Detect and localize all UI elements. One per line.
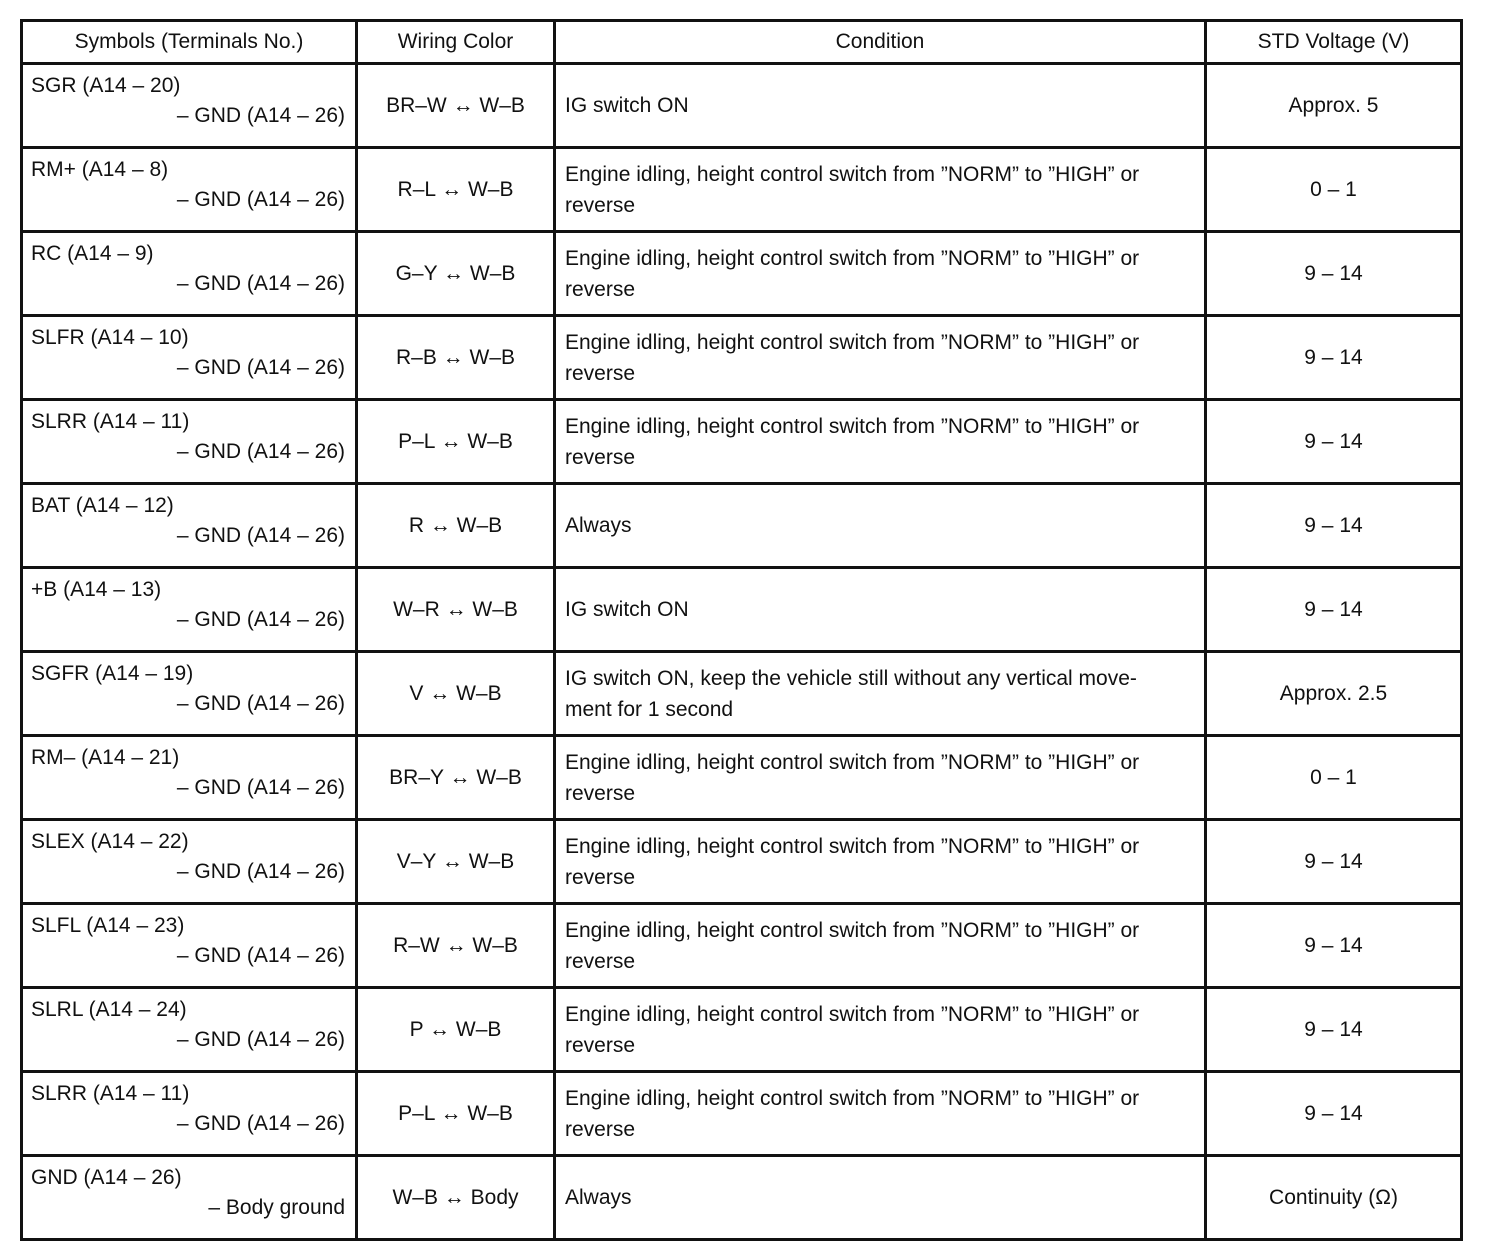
header-symbols: Symbols (Terminals No.) xyxy=(22,21,357,64)
symbol-terminal: BAT (A14 – 12) xyxy=(31,494,174,517)
voltage-cell: Approx. 2.5 xyxy=(1206,652,1462,736)
table-row xyxy=(22,652,1462,736)
table-row xyxy=(22,316,1462,400)
header-condition: Condition xyxy=(555,21,1206,64)
condition-cell: Engine idling, height control switch from ”NORM” to ”HIGH” or reverse xyxy=(555,904,1206,988)
table-row xyxy=(22,736,1462,820)
condition-cell: Always xyxy=(555,1156,1206,1240)
symbol-terminal: SLRR (A14 – 11) xyxy=(31,1082,190,1105)
symbol-terminal: +B (A14 – 13) xyxy=(31,578,162,601)
symbol-ground: – GND (A14 – 26) xyxy=(176,692,345,715)
symbol-terminal: RC (A14 – 9) xyxy=(31,242,154,265)
symbol-terminal: SLRL (A14 – 24) xyxy=(31,998,187,1021)
symbol-ground: – GND (A14 – 26) xyxy=(176,104,345,127)
symbol-ground: – GND (A14 – 26) xyxy=(176,1112,345,1135)
symbol-cell xyxy=(22,64,357,148)
condition-cell: Engine idling, height control switch from ”NORM” to ”HIGH” or reverse xyxy=(555,232,1206,316)
table-row xyxy=(22,64,1462,148)
symbol-terminal: SLFR (A14 – 10) xyxy=(31,326,189,349)
condition-cell: IG switch ON xyxy=(555,568,1206,652)
symbol-cell xyxy=(22,652,357,736)
symbol-cell xyxy=(22,904,357,988)
wiring-color-cell: W–R ↔ W–B xyxy=(357,568,555,652)
symbol-cell xyxy=(22,1156,357,1240)
condition-cell: Engine idling, height control switch from ”NORM” to ”HIGH” or reverse xyxy=(555,148,1206,232)
wiring-color-cell: R–W ↔ W–B xyxy=(357,904,555,988)
table-row xyxy=(22,820,1462,904)
symbol-cell xyxy=(22,736,357,820)
wiring-color-cell: R–L ↔ W–B xyxy=(357,148,555,232)
symbol-ground: – GND (A14 – 26) xyxy=(176,608,345,631)
symbol-ground: – GND (A14 – 26) xyxy=(176,944,345,967)
header-std-voltage: STD Voltage (V) xyxy=(1206,21,1462,64)
voltage-cell: 9 – 14 xyxy=(1206,988,1462,1072)
wiring-color-cell: V–Y ↔ W–B xyxy=(357,820,555,904)
symbol-ground: – GND (A14 – 26) xyxy=(176,272,345,295)
voltage-cell: 9 – 14 xyxy=(1206,904,1462,988)
table-header-row xyxy=(22,21,1462,64)
condition-cell: Engine idling, height control switch from ”NORM” to ”HIGH” or reverse xyxy=(555,400,1206,484)
symbol-ground: – GND (A14 – 26) xyxy=(176,776,345,799)
symbol-cell xyxy=(22,316,357,400)
wiring-color-cell: V ↔ W–B xyxy=(357,652,555,736)
table-row xyxy=(22,568,1462,652)
symbol-cell xyxy=(22,400,357,484)
voltage-cell: Continuity (Ω) xyxy=(1206,1156,1462,1240)
symbol-cell xyxy=(22,568,357,652)
symbol-ground: – Body ground xyxy=(208,1196,345,1219)
symbol-terminal: RM+ (A14 – 8) xyxy=(31,158,169,181)
voltage-cell: 0 – 1 xyxy=(1206,736,1462,820)
voltage-cell: 0 – 1 xyxy=(1206,148,1462,232)
symbol-ground: – GND (A14 – 26) xyxy=(176,440,345,463)
voltage-cell: 9 – 14 xyxy=(1206,316,1462,400)
symbol-ground: – GND (A14 – 26) xyxy=(176,860,345,883)
wiring-color-cell: R ↔ W–B xyxy=(357,484,555,568)
condition-cell: Engine idling, height control switch from ”NORM” to ”HIGH” or reverse xyxy=(555,736,1206,820)
wiring-color-cell: BR–W ↔ W–B xyxy=(357,64,555,148)
symbol-terminal: SLRR (A14 – 11) xyxy=(31,410,190,433)
symbol-cell xyxy=(22,1072,357,1156)
symbol-cell xyxy=(22,820,357,904)
table-row xyxy=(22,904,1462,988)
symbol-ground: – GND (A14 – 26) xyxy=(176,188,345,211)
symbol-cell xyxy=(22,148,357,232)
wiring-color-cell: P–L ↔ W–B xyxy=(357,400,555,484)
symbol-terminal: SGFR (A14 – 19) xyxy=(31,662,194,685)
symbol-terminal: SLEX (A14 – 22) xyxy=(31,830,189,853)
table-row xyxy=(22,1072,1462,1156)
symbol-cell xyxy=(22,232,357,316)
symbol-terminal: SGR (A14 – 20) xyxy=(31,74,181,97)
header-wiring-color: Wiring Color xyxy=(357,21,555,64)
wiring-color-cell: R–B ↔ W–B xyxy=(357,316,555,400)
condition-cell: Always xyxy=(555,484,1206,568)
voltage-cell: 9 – 14 xyxy=(1206,568,1462,652)
table-row xyxy=(22,1156,1462,1240)
condition-cell: Engine idling, height control switch from ”NORM” to ”HIGH” or reverse xyxy=(555,820,1206,904)
table-row xyxy=(22,484,1462,568)
condition-cell: Engine idling, height control switch from ”NORM” to ”HIGH” or reverse xyxy=(555,1072,1206,1156)
voltage-cell: 9 – 14 xyxy=(1206,232,1462,316)
symbol-cell xyxy=(22,484,357,568)
terminal-voltage-table xyxy=(20,19,1463,1241)
table-row xyxy=(22,988,1462,1072)
wiring-color-cell: P ↔ W–B xyxy=(357,988,555,1072)
symbol-ground: – GND (A14 – 26) xyxy=(176,356,345,379)
condition-cell: Engine idling, height control switch from ”NORM” to ”HIGH” or reverse xyxy=(555,316,1206,400)
table-row xyxy=(22,232,1462,316)
symbol-ground: – GND (A14 – 26) xyxy=(176,1028,345,1051)
condition-cell: IG switch ON xyxy=(555,64,1206,148)
wiring-color-cell: BR–Y ↔ W–B xyxy=(357,736,555,820)
voltage-cell: Approx. 5 xyxy=(1206,64,1462,148)
voltage-cell: 9 – 14 xyxy=(1206,820,1462,904)
voltage-cell: 9 – 14 xyxy=(1206,400,1462,484)
condition-cell: IG switch ON, keep the vehicle still without any vertical move- ment for 1 second xyxy=(555,652,1206,736)
table-row xyxy=(22,400,1462,484)
wiring-color-cell: W–B ↔ Body xyxy=(357,1156,555,1240)
symbol-terminal: RM– (A14 – 21) xyxy=(31,746,180,769)
wiring-color-cell: G–Y ↔ W–B xyxy=(357,232,555,316)
condition-cell: Engine idling, height control switch from ”NORM” to ”HIGH” or reverse xyxy=(555,988,1206,1072)
voltage-cell: 9 – 14 xyxy=(1206,1072,1462,1156)
symbol-terminal: SLFL (A14 – 23) xyxy=(31,914,185,937)
symbol-terminal: GND (A14 – 26) xyxy=(31,1166,182,1189)
symbol-cell xyxy=(22,988,357,1072)
table-row xyxy=(22,148,1462,232)
symbol-ground: – GND (A14 – 26) xyxy=(176,524,345,547)
voltage-cell: 9 – 14 xyxy=(1206,484,1462,568)
wiring-color-cell: P–L ↔ W–B xyxy=(357,1072,555,1156)
